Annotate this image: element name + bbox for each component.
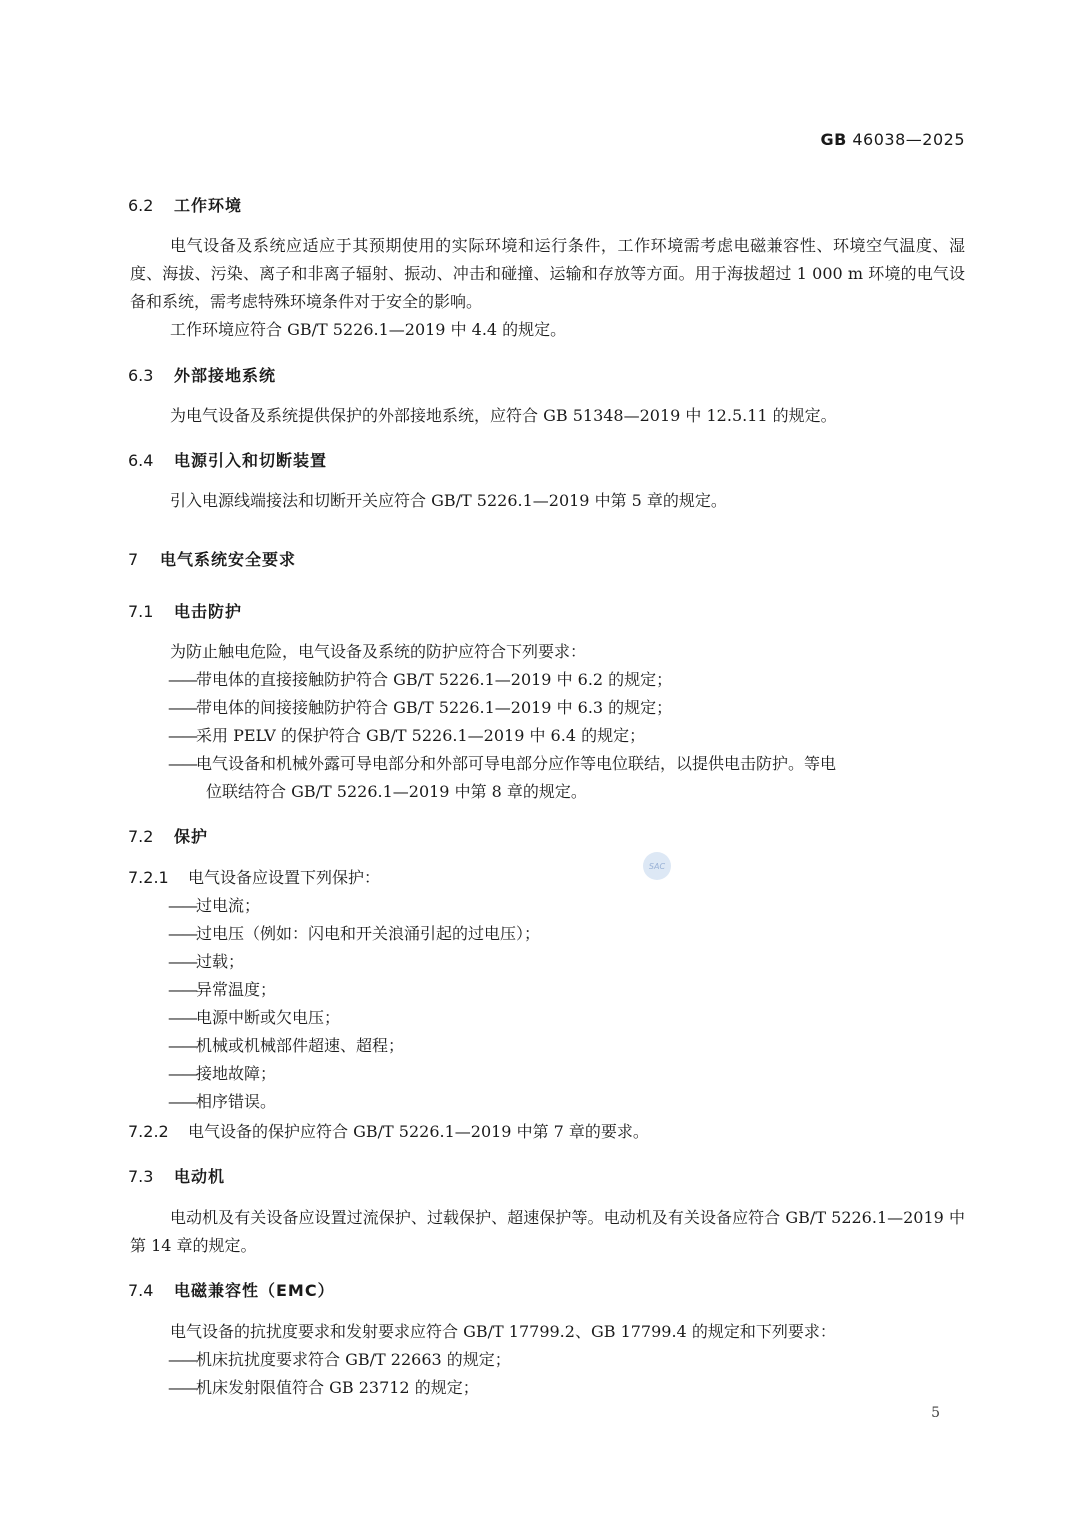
list-item bbox=[168, 892, 968, 920]
list-item-text: 机床发射限值符合 GB 23712 的规定； bbox=[196, 1378, 479, 1397]
chapter-number: 7 bbox=[128, 550, 139, 569]
list-item-text: 机床抗扰度要求符合 GB/T 22663 的规定； bbox=[196, 1350, 511, 1369]
standard-prefix: GB bbox=[820, 130, 847, 149]
subsection-text: 电气设备应设置下列保护： bbox=[188, 868, 381, 887]
section-number: 6.2 bbox=[128, 196, 154, 215]
list-item-text: 采用 PELV 的保护符合 GB/T 5226.1—2019 中 6.4 的规定； bbox=[196, 726, 646, 745]
list-item bbox=[168, 948, 968, 976]
section-7-4-heading bbox=[128, 1278, 1080, 1301]
section-title: 工作环境 bbox=[174, 196, 243, 215]
dash: —— bbox=[168, 980, 196, 999]
section-6-4-heading bbox=[128, 448, 1080, 471]
page-number: 5 bbox=[931, 1405, 940, 1421]
dash: —— bbox=[168, 1092, 196, 1111]
subsection-number: 7.2.2 bbox=[128, 1122, 169, 1141]
section-6-2-paragraph-2: 工作环境应符合 GB/T 5226.1—2019 中 4.4 的规定。 bbox=[170, 320, 567, 339]
subsection-text: 电气设备的保护应符合 GB/T 5226.1—2019 中第 7 章的要求。 bbox=[188, 1122, 649, 1141]
list-item-text: 过电流； bbox=[196, 896, 261, 915]
dash: —— bbox=[168, 1064, 196, 1083]
subsection-number: 7.2.1 bbox=[128, 868, 169, 887]
list-item bbox=[168, 976, 968, 1004]
list-item bbox=[168, 1088, 968, 1116]
section-7-3-heading bbox=[128, 1164, 1080, 1187]
dash: —— bbox=[168, 924, 196, 943]
section-7-2-heading bbox=[128, 824, 1080, 847]
list-item-text: 接地故障； bbox=[196, 1064, 277, 1083]
section-number: 7.4 bbox=[128, 1281, 154, 1300]
section-7-3-paragraph: 电动机及有关设备应设置过流保护、过载保护、超速保护等。电动机及有关设备应符合 GB/T 5226.1—2019 中第 14 章的规定。 bbox=[130, 1208, 965, 1255]
section-number: 6.3 bbox=[128, 366, 154, 385]
section-number: 7.1 bbox=[128, 602, 154, 621]
section-title: 电击防护 bbox=[174, 602, 243, 621]
list-item-continuation: 位联结符合 GB/T 5226.1—2019 中第 8 章的规定。 bbox=[206, 782, 587, 801]
list-item-text: 异常温度； bbox=[196, 980, 277, 999]
section-7-4-intro: 电气设备的抗扰度要求和发射要求应符合 GB/T 17799.2、GB 17799.4 的规定和下列要求： bbox=[170, 1322, 836, 1341]
section-title: 电源引入和切断装置 bbox=[174, 451, 328, 470]
list-item bbox=[168, 1374, 968, 1402]
list-item bbox=[168, 920, 968, 948]
list-item-text: 过载； bbox=[196, 952, 245, 971]
list-item bbox=[168, 750, 968, 806]
standard-number: 46038—2025 bbox=[852, 130, 965, 149]
list-item-text: 电气设备和机械外露可导电部分和外部可导电部分应作等电位联结，以提供电击防护。等电 bbox=[196, 754, 837, 773]
section-6-4-paragraph: 引入电源线端接法和切断开关应符合 GB/T 5226.1—2019 中第 5 章的规定。 bbox=[170, 491, 727, 510]
section-title: 外部接地系统 bbox=[174, 366, 277, 385]
section-6-3-heading bbox=[128, 363, 1080, 386]
section-6-2-paragraph-1: 电气设备及系统应适应于其预期使用的实际环境和运行条件，工作环境需考虑电磁兼容性、环境空气温度、湿度、海拔、污染、离子和非离子辐射、振动、冲击和碰撞、运输和存放等方面。用于海拔超过 1 000 m 环境的电气设备和系统，需考虑特殊环境条件对于安全的影响。 bbox=[130, 236, 965, 311]
chapter-7-heading bbox=[128, 547, 1080, 570]
list-item-text: 机械或机械部件超速、超程； bbox=[196, 1036, 405, 1055]
list-item bbox=[168, 1060, 968, 1088]
chapter-title: 电气系统安全要求 bbox=[160, 550, 297, 569]
list-item bbox=[168, 1346, 968, 1374]
dash: —— bbox=[168, 1036, 196, 1055]
list-item-text: 带电体的间接接触防护符合 GB/T 5226.1—2019 中 6.3 的规定； bbox=[196, 698, 673, 717]
standard-code bbox=[820, 130, 965, 149]
dash: —— bbox=[168, 698, 196, 717]
dash: —— bbox=[168, 726, 196, 745]
sac-watermark: SAC bbox=[643, 852, 671, 880]
subsection-7-2-1 bbox=[128, 864, 1080, 892]
list-item bbox=[168, 694, 968, 722]
section-number: 7.2 bbox=[128, 827, 154, 846]
list-item bbox=[168, 1004, 968, 1032]
list-item bbox=[168, 666, 968, 694]
section-number: 6.4 bbox=[128, 451, 154, 470]
section-6-3-paragraph: 为电气设备及系统提供保护的外部接地系统，应符合 GB 51348—2019 中 12.5.11 的规定。 bbox=[170, 406, 837, 425]
dash: —— bbox=[168, 1378, 196, 1397]
section-title: 电动机 bbox=[174, 1167, 226, 1186]
dash: —— bbox=[168, 1008, 196, 1027]
list-item-text: 电源中断或欠电压； bbox=[196, 1008, 341, 1027]
dash: —— bbox=[168, 896, 196, 915]
list-item-text: 相序错误。 bbox=[196, 1092, 277, 1111]
list-item bbox=[168, 1032, 968, 1060]
dash: —— bbox=[168, 670, 196, 689]
section-title: 保护 bbox=[174, 827, 209, 846]
section-title: 电磁兼容性（EMC） bbox=[174, 1281, 335, 1300]
section-7-1-intro: 为防止触电危险，电气设备及系统的防护应符合下列要求： bbox=[170, 642, 587, 661]
subsection-7-2-2 bbox=[128, 1118, 1080, 1146]
section-6-2-heading bbox=[128, 193, 1080, 216]
dash: —— bbox=[168, 952, 196, 971]
list-item bbox=[168, 722, 968, 750]
list-item-text: 带电体的直接接触防护符合 GB/T 5226.1—2019 中 6.2 的规定； bbox=[196, 670, 673, 689]
section-number: 7.3 bbox=[128, 1167, 154, 1186]
section-7-1-heading bbox=[128, 599, 1080, 622]
dash: —— bbox=[168, 754, 196, 773]
list-item-text: 过电压（例如：闪电和开关浪涌引起的过电压）； bbox=[196, 924, 541, 943]
dash: —— bbox=[168, 1350, 196, 1369]
